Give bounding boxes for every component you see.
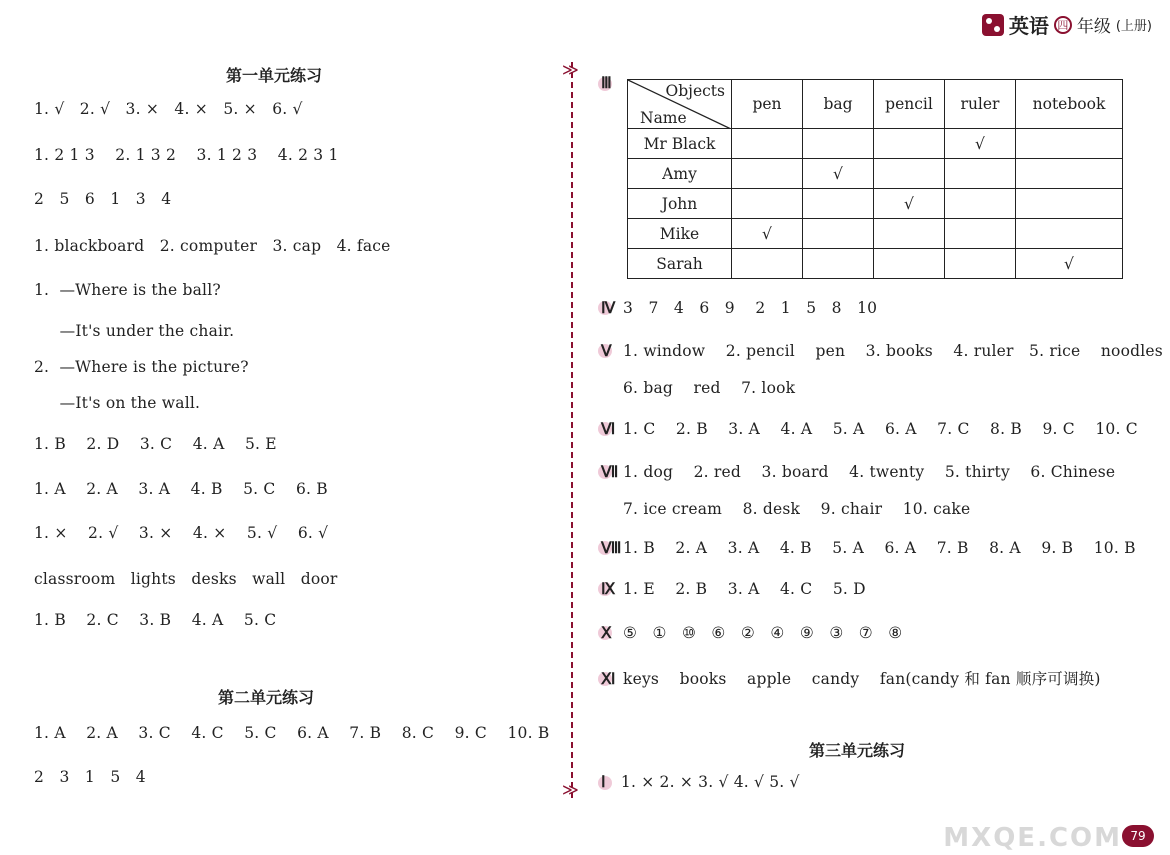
- grade-label: 年级: [1076, 17, 1111, 37]
- answer-text: 3 7 4 6 9 2 1 5 8 10: [623, 299, 878, 317]
- volume-label: (上册): [1115, 19, 1152, 34]
- answer-text: 1. window 2. pencil pen 3. books 4. ruler 5. rice noodles: [623, 342, 1163, 360]
- answer-line: [601, 624, 902, 643]
- table-cell: [803, 129, 874, 159]
- corner-objects-label: Objects: [665, 82, 725, 100]
- right-page: [585, 0, 1170, 855]
- answer-line: [601, 420, 1138, 439]
- table-cell: √: [945, 129, 1016, 159]
- objects-table: [627, 79, 1123, 279]
- answer-text: keys books apple candy fan(candy 和 fan 顺序可调换): [623, 670, 1101, 688]
- row-name: Mr Black: [628, 129, 732, 159]
- subject-label: 英语: [1008, 14, 1049, 38]
- answer-line: [601, 500, 970, 518]
- answer-line: 1. blackboard 2. computer 3. cap 4. face: [34, 237, 391, 255]
- watermark: MXQE.COM: [943, 823, 1122, 853]
- table-cell: √: [1016, 249, 1123, 279]
- row-name: Mike: [628, 219, 732, 249]
- table-cell: [1016, 189, 1123, 219]
- table-cell: [732, 249, 803, 279]
- answer-text: 1. dog 2. red 3. board 4. twenty 5. thirty 6. Chinese: [623, 463, 1116, 481]
- answer-text: 1. C 2. B 3. A 4. A 5. A 6. A 7. C 8. B 9. C 10. C: [623, 420, 1138, 438]
- unit1-title: 第一单元练习: [226, 66, 323, 85]
- table-row: [628, 159, 1123, 189]
- column-header: ruler: [945, 80, 1016, 129]
- answer-line: [601, 667, 1101, 689]
- column-header: pencil: [874, 80, 945, 129]
- corner-name-label: Name: [640, 109, 687, 127]
- answer-text: 1. E 2. B 3. A 4. C 5. D: [623, 580, 866, 598]
- table-cell: [945, 189, 1016, 219]
- answer-line: [601, 463, 1115, 482]
- table-cell: √: [803, 159, 874, 189]
- divider-top-arrow-icon: ≫: [562, 60, 579, 79]
- unit3-title: 第三单元练习: [809, 741, 906, 760]
- table-row: [628, 189, 1123, 219]
- answer-text: 7. ice cream 8. desk 9. chair 10. cake: [623, 500, 971, 518]
- table-cell: [874, 249, 945, 279]
- table-corner-cell: [628, 80, 732, 129]
- answer-line: classroom lights desks wall door: [34, 570, 338, 588]
- section-marker: Ⅹ: [601, 624, 623, 643]
- unit3-answer-line: [601, 773, 800, 792]
- table-cell: [874, 129, 945, 159]
- answer-line: [601, 580, 866, 599]
- table-cell: [1016, 129, 1123, 159]
- page-number: 79: [1122, 825, 1154, 847]
- answer-line: 1. √ 2. √ 3. × 4. × 5. × 6. √: [34, 100, 303, 118]
- answer-line: 1. B 2. C 3. B 4. A 5. C: [34, 611, 277, 629]
- table-row: [628, 129, 1123, 159]
- table-cell: [945, 219, 1016, 249]
- table-header-row: [628, 80, 1123, 129]
- section-marker: Ⅰ: [601, 774, 606, 791]
- row-name: Amy: [628, 159, 732, 189]
- answer-line: 1. —Where is the ball?: [34, 281, 221, 299]
- unit2-title: 第二单元练习: [218, 688, 315, 707]
- answer-line: [601, 539, 1136, 558]
- answer-line: 1. A 2. A 3. A 4. B 5. C 6. B: [34, 480, 328, 498]
- answer-text: 6. bag red 7. look: [623, 379, 796, 397]
- answer-text: ⑤ ① ⑩ ⑥ ② ④ ⑨ ③ ⑦ ⑧: [623, 624, 903, 642]
- answer-line: 1. 2 1 3 2. 1 3 2 3. 1 2 3 4. 2 3 1: [34, 146, 339, 164]
- table-cell: [945, 249, 1016, 279]
- column-header: pen: [732, 80, 803, 129]
- answer-line: —It's under the chair.: [34, 322, 235, 340]
- answer-line: 1. A 2. A 3. C 4. C 5. C 6. A 7. B 8. C 9. C 10. B: [34, 724, 550, 742]
- grade-mark-icon: 四: [1054, 16, 1072, 34]
- table-cell: [803, 189, 874, 219]
- answer-line: 1. × 2. √ 3. × 4. × 5. √ 6. √: [34, 524, 329, 542]
- table-row: [628, 219, 1123, 249]
- answer-line: [601, 342, 1163, 361]
- section-marker: Ⅸ: [601, 580, 623, 599]
- divider-bottom-arrow-icon: ≫: [562, 780, 579, 799]
- answer-line: 1. B 2. D 3. C 4. A 5. E: [34, 435, 277, 453]
- table-cell: √: [874, 189, 945, 219]
- answer-line: [601, 299, 877, 318]
- section-marker: Ⅶ: [601, 463, 623, 482]
- section-marker-3: Ⅲ: [601, 75, 612, 92]
- table-cell: [1016, 159, 1123, 189]
- answer-text: 1. × 2. × 3. √ 4. √ 5. √: [620, 773, 800, 791]
- answer-line: 2 3 1 5 4: [34, 768, 146, 786]
- section-marker: Ⅳ: [601, 299, 623, 318]
- table-cell: [803, 249, 874, 279]
- table-cell: [803, 219, 874, 249]
- left-page: [0, 0, 560, 855]
- table-cell: [874, 159, 945, 189]
- answer-text: 1. B 2. A 3. A 4. B 5. A 6. A 7. B 8. A 9. B 10. B: [623, 539, 1136, 557]
- table-row: [628, 249, 1123, 279]
- row-name: Sarah: [628, 249, 732, 279]
- table-cell: [945, 159, 1016, 189]
- answer-line: [601, 379, 795, 397]
- column-header: bag: [803, 80, 874, 129]
- section-marker: Ⅷ: [601, 540, 622, 557]
- answer-line: 2 5 6 1 3 4: [34, 190, 172, 208]
- section-marker: Ⅺ: [601, 670, 623, 689]
- section-marker: Ⅴ: [601, 342, 623, 361]
- column-header: notebook: [1016, 80, 1123, 129]
- answer-line: —It's on the wall.: [34, 394, 201, 412]
- section-marker: Ⅵ: [601, 420, 623, 439]
- table-cell: √: [732, 219, 803, 249]
- table-cell: [732, 129, 803, 159]
- page-divider: [571, 62, 573, 798]
- table-cell: [732, 159, 803, 189]
- table-cell: [874, 219, 945, 249]
- answer-line: 2. —Where is the picture?: [34, 358, 249, 376]
- table-cell: [732, 189, 803, 219]
- row-name: John: [628, 189, 732, 219]
- table-cell: [1016, 219, 1123, 249]
